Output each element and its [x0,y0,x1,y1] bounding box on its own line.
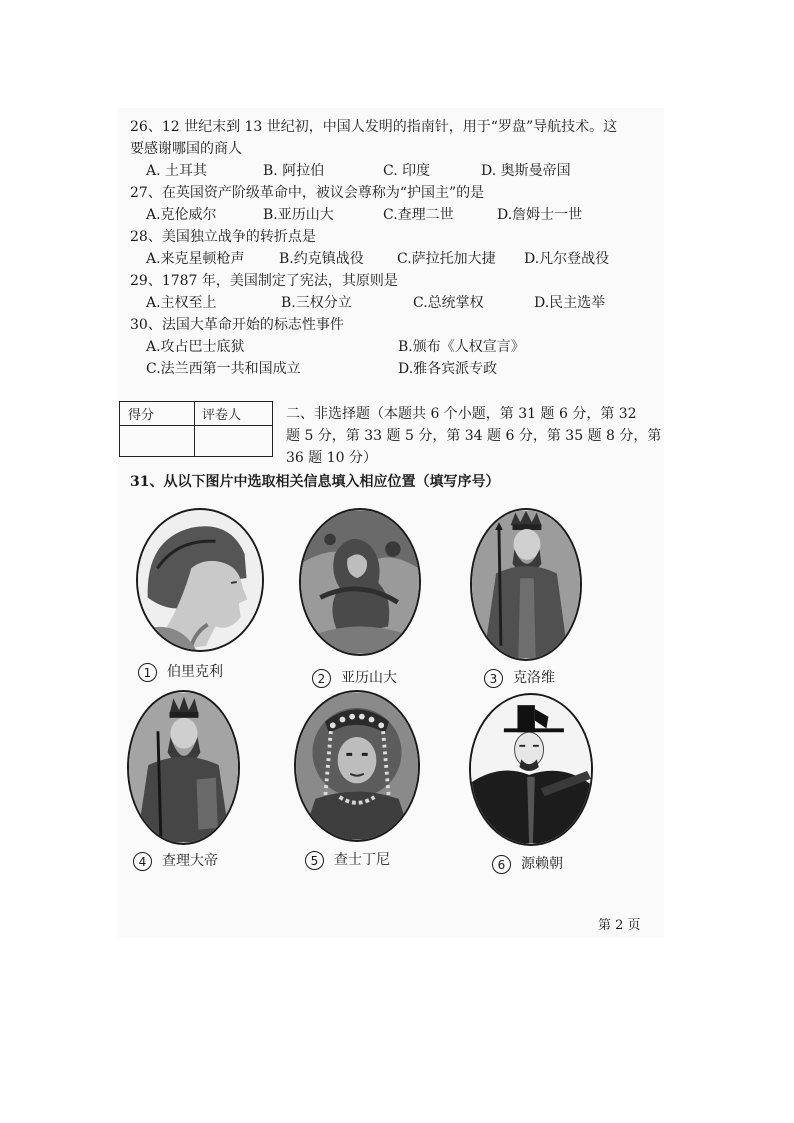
charlemagne-illustration [129,692,238,843]
q28-option-b: B.约克镇战役 [279,251,364,267]
caption-6 [492,853,563,875]
q29-stem: 29、1787 年，美国制定了宪法，其原则是 [130,273,398,289]
caption-2-name: 亚历山大 [341,670,397,686]
q27-option-d: D.詹姆士一世 [497,207,583,223]
q27-stem: 27、在英国资产阶级革命中，被议会尊称为“护国主”的是 [130,185,485,201]
portrait-justinian [294,690,420,842]
caption-3-number: 3 [484,669,503,688]
score-table [119,401,273,457]
section2-line-2: 题 5 分，第 33 题 5 分，第 34 题 6 分，第 35 题 8 分，第 [286,428,662,444]
q30-option-a: A.攻占巴士底狱 [146,339,245,355]
q28-option-c: C.萨拉托加大捷 [397,251,496,267]
q28-option-a: A.来克星顿枪声 [146,251,245,267]
q27-option-a: A.克伦威尔 [146,207,217,223]
page-number: 第 2 页 [598,918,641,933]
caption-4-number: 4 [133,852,152,871]
caption-5-name: 查士丁尼 [334,852,390,868]
caption-3 [484,667,555,689]
q26-stem-line-2: 要感谢哪国的商人 [130,141,242,157]
section2-line-1: 二、非选择题（本题共 6 个小题，第 31 题 6 分，第 32 [286,406,637,422]
alexander-illustration [301,510,419,654]
q29-option-b: B.三权分立 [281,295,352,311]
score-label: 得分 [128,408,155,423]
q26-option-d: D. 奥斯曼帝国 [481,163,571,179]
caption-1-name: 伯里克利 [167,664,223,680]
q26-option-a: A. 土耳其 [146,163,208,179]
caption-6-name: 源赖朝 [521,856,563,872]
caption-4-name: 查理大帝 [162,853,218,869]
caption-6-number: 6 [492,855,511,874]
q26-option-b: B. 阿拉伯 [263,163,325,179]
q26-option-c: C. 印度 [383,163,431,179]
caption-1-number: 1 [138,663,157,682]
pericles-illustration [138,510,262,650]
q29-option-d: D.民主选举 [534,295,606,311]
caption-4 [133,850,218,872]
q30-option-b: B.颁布《人权宣言》 [398,339,525,355]
grader-label: 评卷人 [202,408,242,423]
score-table-divider [194,402,195,456]
portrait-pericles [136,508,264,652]
q31-stem: 31、从以下图片中选取相关信息填入相应位置（填写序号） [130,474,500,490]
q30-stem: 30、法国大革命开始的标志性事件 [130,317,344,333]
portrait-yoritomo [469,693,593,846]
caption-5 [305,849,390,871]
clovis-illustration [472,510,580,659]
q27-option-c: C.查理二世 [383,207,454,223]
caption-2 [312,667,397,689]
q29-option-a: A.主权至上 [146,295,217,311]
q30-option-d: D.雅各宾派专政 [398,361,498,377]
q28-option-d: D.凡尔登战役 [524,251,610,267]
portrait-clovis [470,508,582,661]
q29-option-c: C.总统掌权 [413,295,484,311]
portrait-charlemagne [127,690,240,845]
caption-3-name: 克洛维 [513,670,555,686]
q28-stem: 28、美国独立战争的转折点是 [130,229,316,245]
q26-stem-line-1: 26、12 世纪末到 13 世纪初，中国人发明的指南针，用于“罗盘”导航技术。这 [130,119,618,135]
q27-option-b: B.亚历山大 [263,207,334,223]
caption-1 [138,661,223,683]
portrait-alexander [299,508,421,656]
caption-5-number: 5 [305,851,324,870]
section2-line-3: 36 题 10 分） [286,450,377,466]
caption-2-number: 2 [312,669,331,688]
q30-option-c: C.法兰西第一共和国成立 [146,361,301,377]
justinian-illustration [296,692,418,840]
yoritomo-illustration [471,695,591,844]
